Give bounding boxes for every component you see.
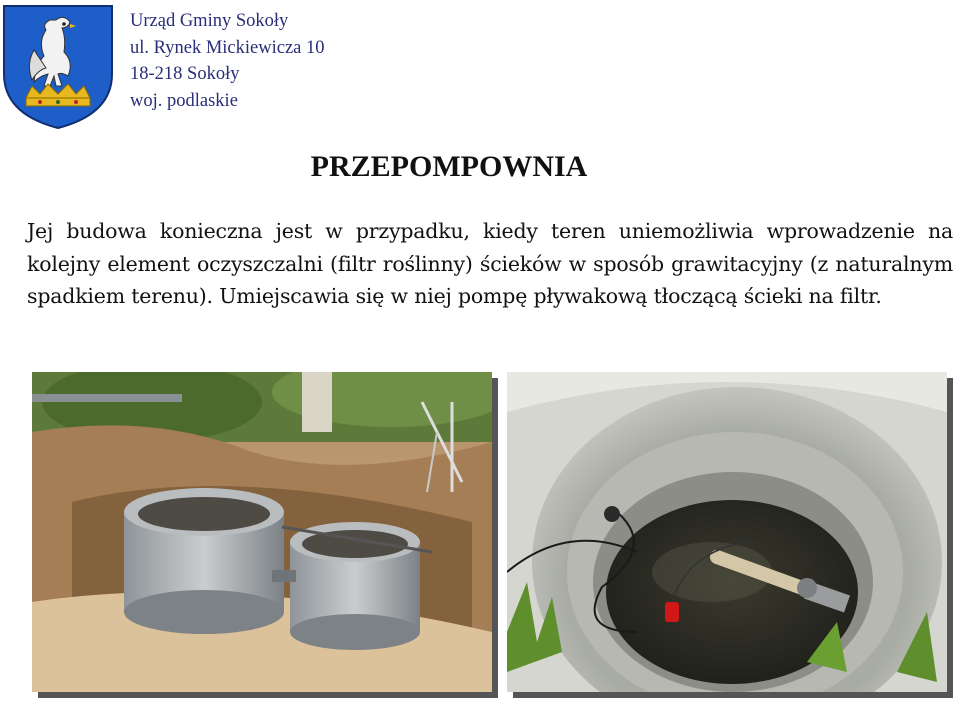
description-paragraph: Jej budowa konieczna jest w przypadku, kiedy teren uniemożliwia wprowadzenie na kolejny element oczyszczalni (filtr roślinny) ścieków w sposób grawitacyjny (z naturalnym spadkiem terenu). Umiejscawia się w niej pompę pływakową tłoczącą ścieki na filtr. [27,219,953,308]
concrete-well-rings-photo [32,372,492,692]
address-line: woj. podlaskie [130,90,238,111]
coat-of-arms-icon [0,2,116,130]
page-title: PRZEPOMPOWNIA [310,150,588,183]
address-line: Urząd Gminy Sokoły [130,11,289,31]
pump-well-interior-photo [507,372,947,692]
address-line: 18-218 Sokoły [130,64,240,84]
address-line: ul. Rynek Mickiewicza 10 [130,37,325,58]
office-address [130,8,325,114]
